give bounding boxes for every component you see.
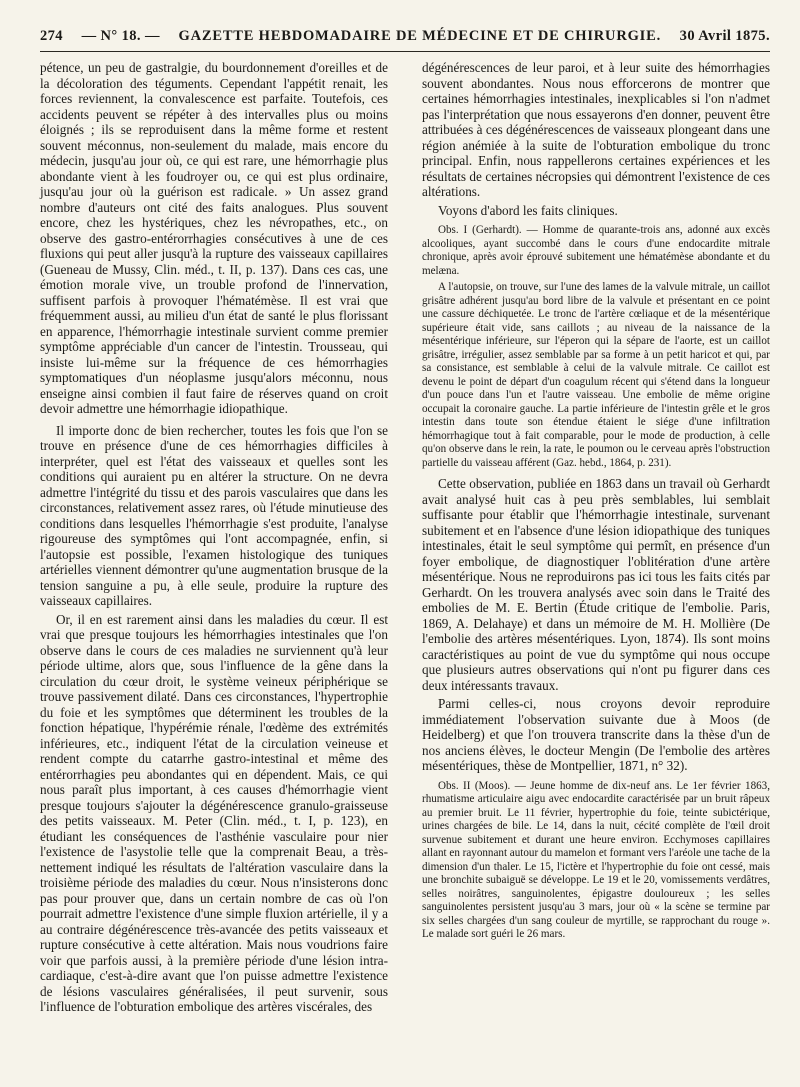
paragraph: pétence, un peu de gastralgie, du bourdonnement d'oreilles et de la décoloration des téguments. Cependant l'appétit renait, les forces reviennent, la convalescence est parfaite. Toutefois, ces accidents peuvent se répéter à des intervalles plus ou moins éloignés ; ils se reproduisent dans la même forme et restent souvent méconnus, non-seulement du malade, mais encore du médecin, jusqu'au jour où, ce qui est rare, une hémorrhagie plus abondante vient à les foudroyer ou, ce qui est plus ordinaire, jusqu'au jour où la guérison est radicale. » Un assez grand nombre d'auteurs ont cité des faits analogues. Plus souvent encore, chez les hystériques, chez les névropathes, etc., on observe des gastro-entérorrhagies consécutives à une de ces fluxions qui peut aller jusqu'à la rupture des vaisseaux capillaires (Gueneau de Mussy, Clin. méd., t. II, p. 137). Dans ces cas, une émotion morale vive, un trouble profond de l'innervation, suffisent parfois à provoquer l'hématémèse. Il est vrai que fréquemment aussi, au milieu d'un état de santé le plus florissant en apparence, l'hémorrhagie intestinale survient comme premier symptôme appréciable d'un cancer de l'intestin. Trousseau, qui insiste lui-même sur la fréquence de ces hémorrhagies symptomatiques d'un néoplasme jusqu'alors méconnu, nous enseigne ainsi combien il faut faire de réserves quand on croit devoir admettre une hémorrhagie idiopathique.	[40, 60, 388, 416]
paragraph: Cette observation, publiée en 1863 dans un travail où Gerhardt avait analysé huit cas à peu près semblables, lui semblait suffisante pour établir que l'hémorrhagie intestinale, survenant subitement et en l'absence d'une lésion idiopathique des tuniques intestinales, était le seul symptôme qui permît, en présence d'un foyer embolique, de diagnostiquer l'oblitération d'une artère mésentérique. Nous ne reproduirons pas ici tous les faits cités par Gerhardt. On les trouvera analysés avec soin dans le Traité des embolies de M. E. Bertin (Étude critique de l'embolie. Paris, 1869, A. Delahaye) et dans un mémoire de M. H. Mollière (De l'embolie des artères mésentériques. Lyon, 1874). Ils sont moins caractéristiques au point de vue du symptôme qui nous occupe que plusieurs autres observations qui n'ont pu figurer dans ces deux intéressants travaux.	[422, 476, 770, 693]
issue-number: — N° 18. —	[81, 28, 160, 44]
text-columns	[40, 60, 770, 1015]
page-number: 274	[40, 28, 63, 44]
running-header	[40, 28, 770, 52]
journal-title: GAZETTE HEBDOMADAIRE DE MÉDECINE ET DE CHIRURGIE.	[178, 28, 662, 44]
paragraph: Voyons d'abord les faits cliniques.	[438, 202, 618, 218]
observation-text: Obs. II (Moos). — Jeune homme de dix-neuf ans. Le 1er février 1863, rhumatisme articulaire aigu avec endocardite caractérisée par un bruit râpeux au premier bruit. Le 11 février, hypertrophie du foie, teinte subictérique, urines chargées de bile. Le 14, dans la nuit, cécité complète de l'œil droit survenue subitement et durant une heure environ. Ecchymoses capillaires allant en rayonnant autour du mamelon et formant vers l'aréole une tache de la dimension d'un thaler. Le 15, l'ictère et l'hypertrophie du foie ont cessé, mais une bronchite subaiguë se développe. Le 19 et le 20, vomissements verdâtres, selles noirâtres, sanguinolentes, épigastre douloureux ; les selles sanguinolentes persistent jusqu'au 3 mars, jour où « la scène se termine par six selles chargées d'un sang couleur de myrtille, se rapprochant du rouge ». Le malade sort guéri le 26 mars.	[422, 779, 770, 940]
right-column	[422, 60, 770, 1015]
paragraph: Il importe donc de bien rechercher, toutes les fois que l'on se trouve en présence d'une de ces hémorrhagies difficiles à interpréter, quel est l'état des vaisseaux et quelles sont les conditions qui auraient pu en altérer la structure. On ne devra admettre l'intégrité du tissu et des parois vasculaires que dans les circonstances, relativement assez rares, où l'étude minutieuse des conditions dans lesquelles l'hémorrhagie s'est produite, l'analyse rigoureuse des symptômes qui l'ont accompagnée, enfin, si l'autopsie est possible, l'examen histologique des tuniques artérielles viennent démontrer qu'une augmentation brusque de la tension sanguine a pu, à elle seule, produire la rupture des vaisseaux capillaires.	[40, 422, 388, 608]
left-column	[40, 60, 388, 1015]
observation-text: A l'autopsie, on trouve, sur l'une des lames de la valvule mitrale, un caillot grisâtre adhérent jusqu'au bord libre de la valvule et présentant en ce point une cassure déchiquetée. Le tronc de l'artère cœliaque et de la mésentérique supérieure était vide, sans caillots ; au niveau de la naissance de la mésentérique inférieure, sur l'éperon qui la sépare de l'aorte, est un caillot grisâtre, irrégulier, assez semblable par sa forme à un petit haricot et qui, par sa consistance, est semblable à celui de la valvule mitrale. Ce caillot est devenu le point de départ d'un coagulum récent qui s'étend dans la longueur d'un pouce dans l'un et l'autre vaisseau. Une embolie de même origine occupait la coronaire gauche. La partie inférieure de l'intestin grêle et le gros intestin dans toute son étendue étaient le siége d'une infiltration hémorrhagique tout à fait comparable, pour le mode de production, à celle qu'on observe dans le rein, la rate, le poumon ou le cerveau après l'obstruction partielle du vaisseau afférent (Gaz. hebd., 1864, p. 231).	[422, 281, 770, 469]
observation-text: Obs. I (Gerhardt). — Homme de quarante-trois ans, adonné aux excès alcooliques, ayant succombé dans le cours d'une endocardite mitrale chronique, après avoir éprouvé subitement une hématémèse abondante et du melæna.	[422, 224, 770, 277]
issue-date: 30 Avril 1875.	[679, 28, 770, 44]
paragraph: dégénérescences de leur paroi, et à leur suite des hémorrhagies souvent abondantes. Nous nous efforcerons de montrer que certaines hémorrhagies intestinales, inexplicables si l'on n'admet pas l'interprétation que nous essayerons d'en donner, peuvent être attribuées à ces dégénérescences de vaisseaux plongeant dans une région anémiée à la suite de l'obturation embolique du tronc principal. Enfin, nous rappellerons certaines expériences et les résultats de certaines nécropsies qui démontrent l'existence de ces altérations.	[422, 60, 770, 199]
paragraph: Parmi celles-ci, nous croyons devoir reproduire immédiatement l'observation suivante due à Moos (de Heidelberg) et que l'on trouvera transcrite dans la thèse d'un de nos anciens élèves, le docteur Mengin (De l'embolie des artères mésentériques, thèse de Montpellier, 1871, n° 32).	[422, 696, 770, 773]
paragraph: Or, il en est rarement ainsi dans les maladies du cœur. Il est vrai que presque toujours les hémorrhagies intestinales que l'on observe dans le cours de ces maladies ne surviennent qu'à leur période ultime, alors que, sous l'influence de la gêne dans la circulation du cœur droit, le système veineux périphérique se trouve passivement dilaté. Dans ces circonstances, l'hypertrophie du foie et les symptômes que déterminent les troubles de la fonction hépatique, l'hypérémie rénale, l'œdème des extrémités inférieures, etc., indiquent l'état de la circulation veineuse et rendent compte du catarrhe gastro-intestinal et même des entérorrhagies peu abondantes qui en dépendent. Mais, ce qui nous paraît plus important, à ces causes d'hémorrhagie vient presque toujours s'ajouter la dégénérescence granulo-graisseuse des petits vaisseaux. M. Peter (Clin. méd., t. I, p. 123), en étudiant les conséquences de l'asthénie vasculaire pour nier l'existence de l'asystolie telle que la comprenait Beau, a très-nettement indiqué les résultats de l'altération vasculaire dans la troisième période des maladies du cœur. Nous n'insisterons donc pas pour prouver que, dans un certain nombre de cas où l'on pourrait admettre l'existence d'une simple fluxion artérielle, il y a au contraire dégénérescence très-avancée des petits vaisseaux et rupture consécutive à cette altération. Mais nous voudrions faire voir que parfois aussi, à la première période d'une lésion intra-cardiaque, c'est-à-dire avant que l'on puisse admettre l'existence de lésions vasculaires généralisées, il peut survenir, sous l'influence de l'obturation embolique des artères viscérales, des	[40, 611, 388, 1014]
